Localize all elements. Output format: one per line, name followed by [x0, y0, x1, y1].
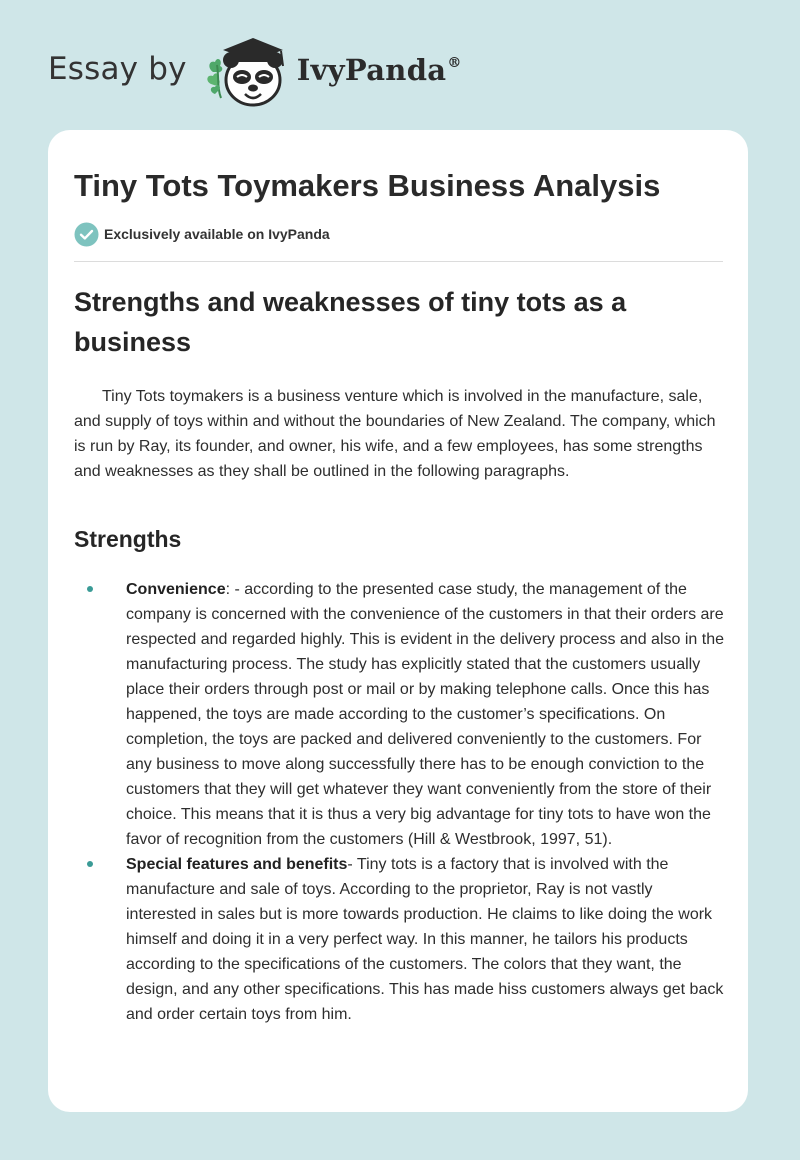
intro-paragraph: Tiny Tots toymakers is a business venture which is involved in the manufacture, sale, and supply of toys within and without the boundaries of New Zealand. The company, which is run by Ray, its founder, and owner, his wife, and a few employees, has some strengths and weaknesses as they shall be outlined in the following paragraphs.: [74, 388, 716, 480]
essay-by-label: Essay by: [48, 51, 187, 87]
strengths-heading: Strengths: [74, 526, 182, 552]
page-title: Tiny Tots Toymakers Business Analysis: [74, 168, 661, 203]
divider: [74, 261, 723, 262]
brand-name[interactable]: IvyPanda®: [296, 53, 462, 87]
site-header: [48, 30, 568, 110]
list-item-term: Convenience: [126, 581, 226, 598]
ivypanda-logo-icon[interactable]: [203, 32, 291, 108]
bullet-icon: [87, 586, 93, 592]
registered-mark: ®: [447, 55, 462, 71]
list-item-text: - Tiny tots is a factory that is involved with the manufacture and sale of toys. According to the proprietor, Ray is not vastly interested in sales but is more towards production. He claims to like doing the work himself and doing it in a very perfect way. In this manner, he tailors his products according to the specifications of the customers. The colors that they want, the design, and any other specifications. This has made hiss customers always get back and order certain toys from him.: [126, 856, 724, 1023]
bullet-icon: [87, 861, 93, 867]
exclusive-badge: [74, 221, 330, 247]
list-item: [126, 852, 726, 1027]
check-circle-icon: [74, 222, 99, 247]
badge-label: Exclusively available on IvyPanda: [104, 226, 330, 242]
list-item-text: : - according to the presented case study, the management of the company is concerned with the convenience of the customers in that their orders are respected and regarded highly. This is evident in the delivery process and also in the manufacturing process. The study has explicitly stated that the customers usually place their orders through post or mail or by making telephone calls. Once this has happened, the toys are made according to the customer’s specifications. On completion, the toys are packed and delivered conveniently to the customers. For any business to move along successfully there has to be enough conviction to the customers that they will get whatever they want conveniently from the store of their choice. This means that it is thus a very big advantage for tiny tots to have won the favor of recognition from the customers (Hill & Westbrook, 1997, 51).: [126, 581, 724, 848]
list-item-term: Special features and benefits: [126, 856, 348, 873]
section-heading: Strengths and weaknesses of tiny tots as a business: [74, 287, 627, 357]
strengths-list: [126, 577, 726, 1027]
essay-card: [48, 130, 748, 1112]
list-item: [126, 577, 726, 852]
